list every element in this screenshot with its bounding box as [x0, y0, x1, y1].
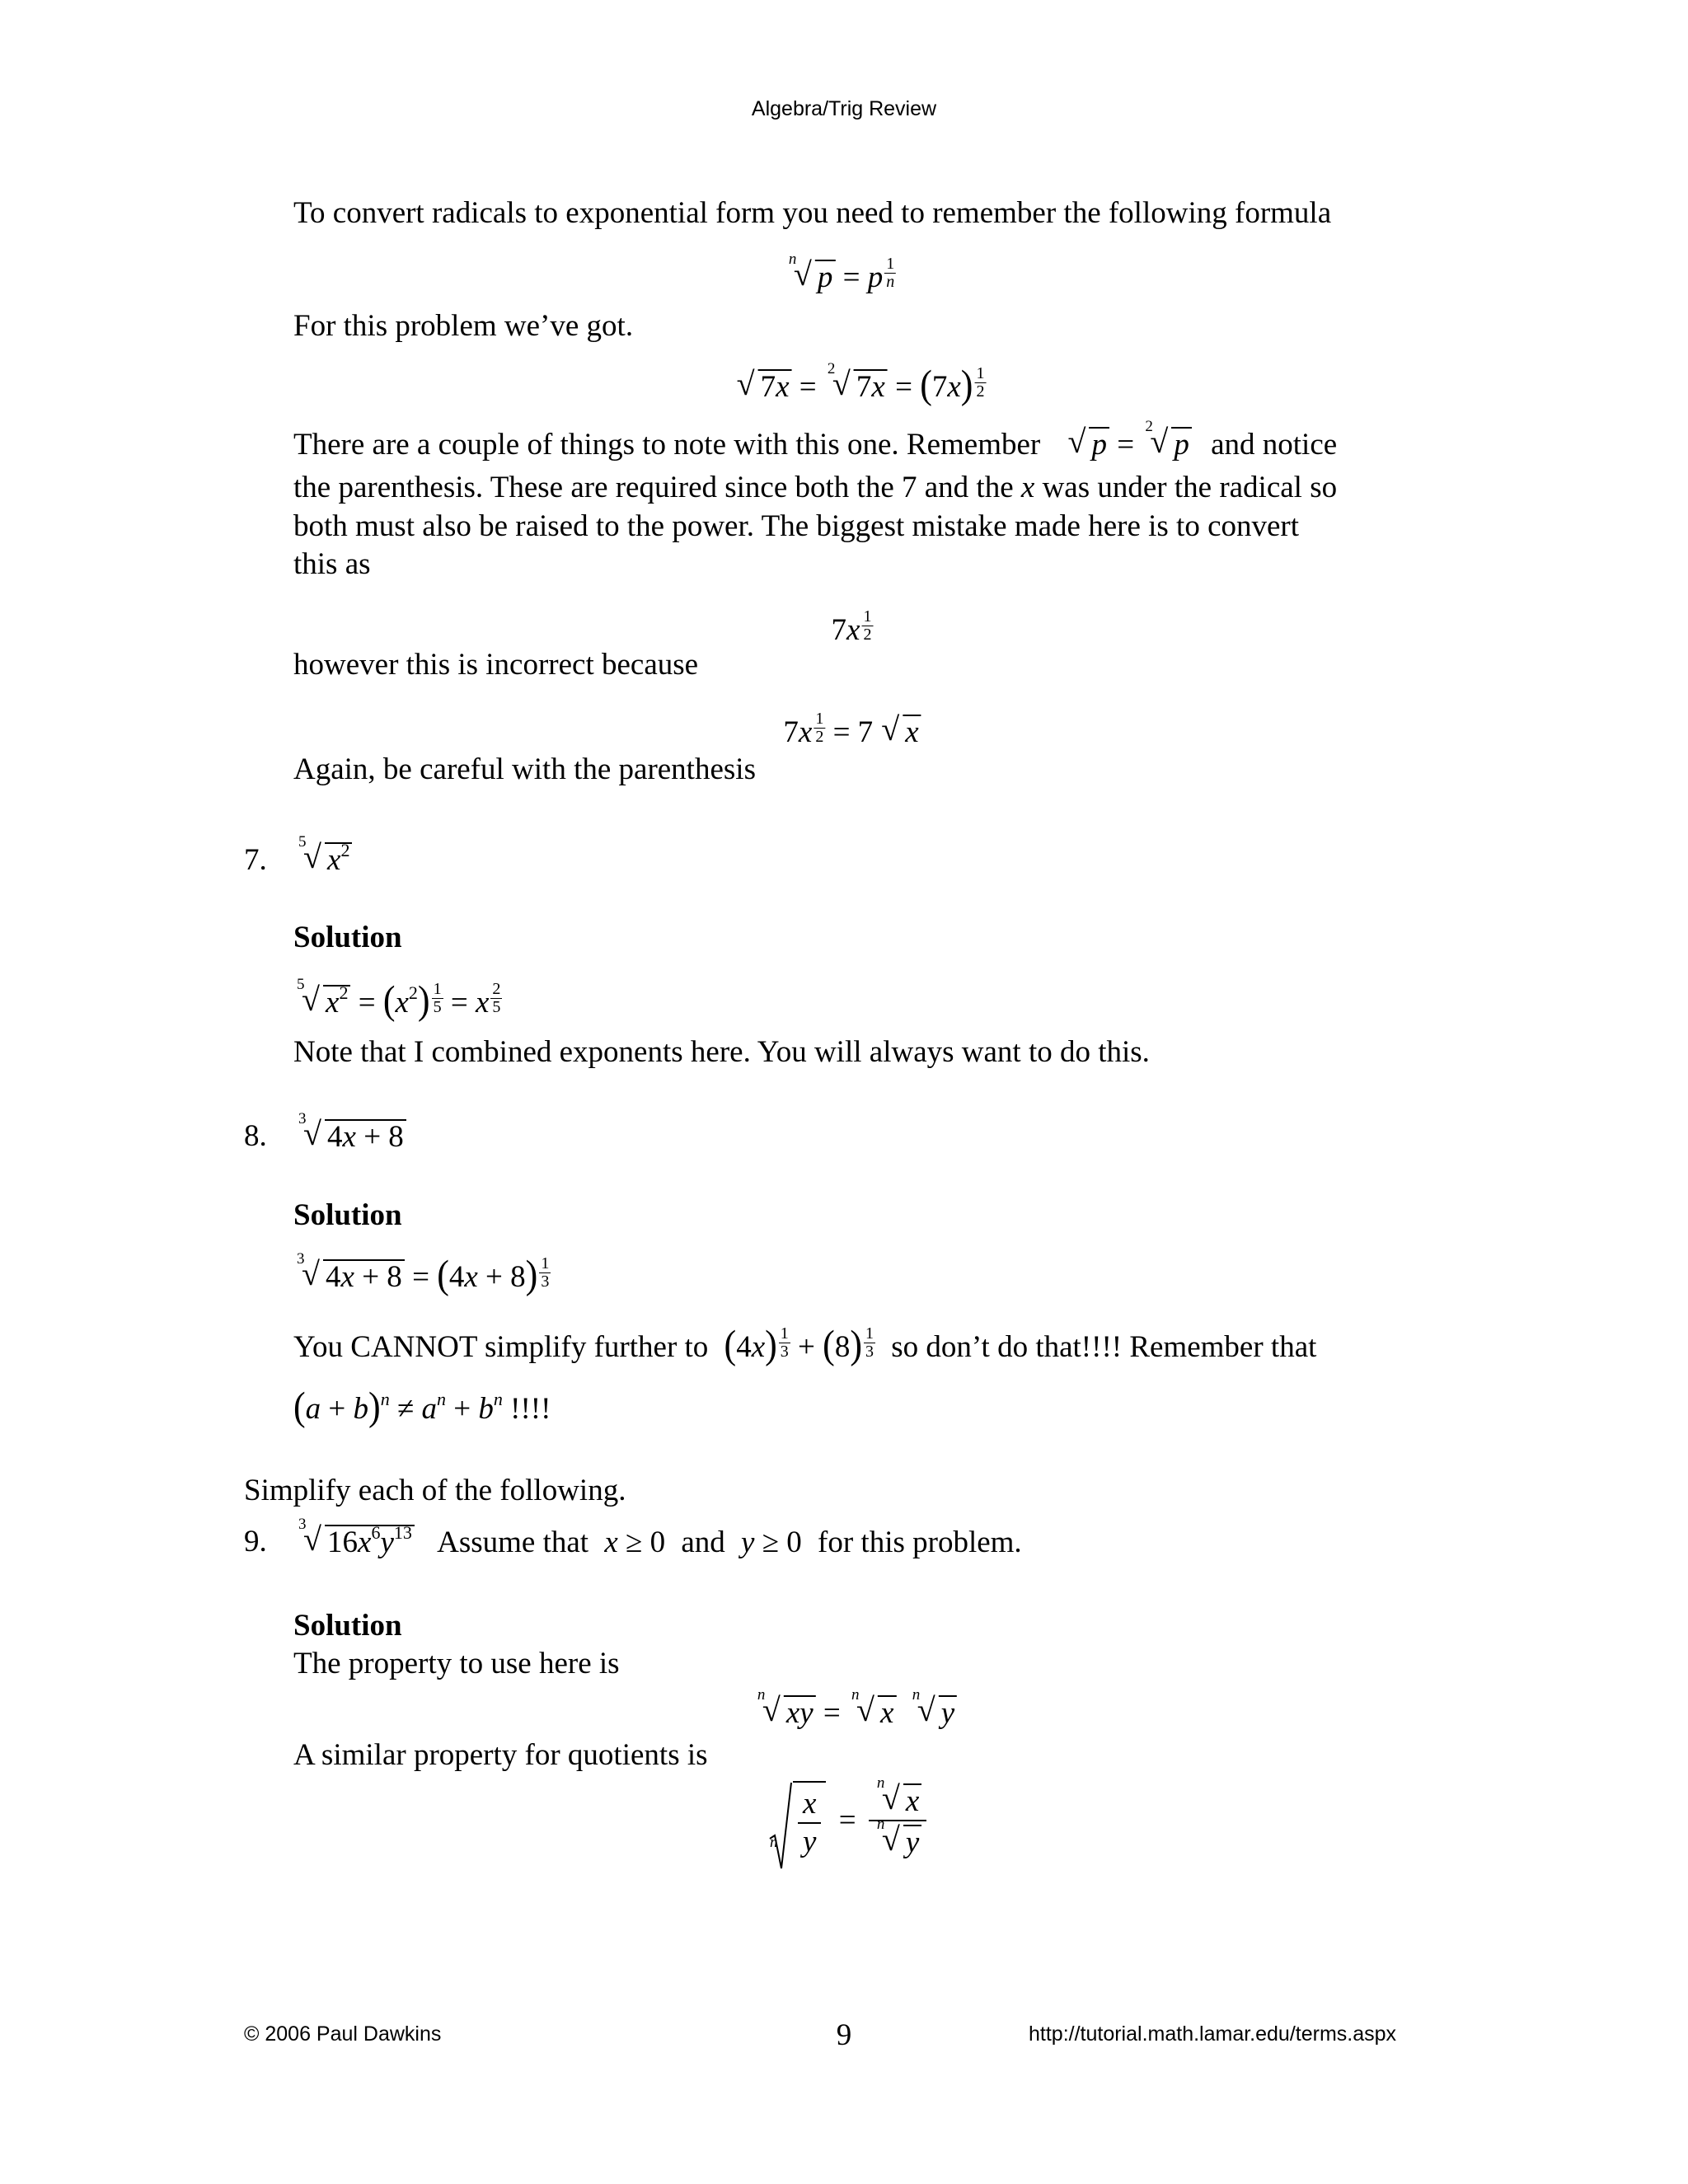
condition-x: x ≥ 0 [604, 1526, 666, 1559]
section-instruction: Simplify each of the following. [244, 1474, 626, 1507]
condition-y: y ≥ 0 [741, 1526, 802, 1559]
solution-7-heading: Solution [293, 921, 402, 954]
solution-7-equation: 5 √ $x^2 = (x^2)$ $^{\frac{1}{5}}$ = x $^{\frac{2}{5}}$ [297, 976, 501, 1023]
paragraph-note [293, 418, 1338, 464]
cannot-text-start: You CANNOT simplify further to [293, 1330, 709, 1364]
paragraph-incorrect: however this is incorrect because [293, 648, 699, 682]
note-text-end: and notice [1211, 428, 1338, 462]
page-header: Algebra/Trig Review [751, 97, 937, 120]
footer-url[interactable]: http://tutorial.math.lamar.edu/terms.aspx [1029, 2022, 1397, 2046]
quotient-property-intro: A similar property for quotients is [293, 1738, 708, 1772]
inline-equation-split: (4x) $^{\frac{1}{3}}$ + (8) $^{\frac{1}{3}}$ [724, 1322, 874, 1367]
paragraph-careful: Again, be careful with the parenthesis [293, 752, 756, 786]
equation-radical-formula: n √ p = p $^{\frac{1}{n}}$ [788, 251, 895, 294]
note-7: Note that I combined exponents here. You will always want to do this. [293, 1035, 1150, 1069]
problem-7-number: 7. [244, 843, 267, 877]
inline-equation-sqrt-p: √ p = 2 √ p [1059, 428, 1199, 462]
paren-text-start: the parenthesis. These are required since both the 7 and the [293, 471, 1014, 504]
inline-equation-binomial: $(a + b)^n \ne a^n + b^n$ [293, 1384, 503, 1429]
page-number: 9 [836, 2018, 852, 2052]
paragraph-parenthesis [293, 469, 1337, 507]
problem-text: for this problem. [818, 1526, 1022, 1559]
note-text-start: There are a couple of things to note with this one. Remember [293, 428, 1041, 462]
footer-copyright: © 2006 Paul Dawkins [244, 2022, 442, 2046]
assume-text: Assume that [437, 1526, 589, 1559]
and-text: and [681, 1526, 725, 1559]
paragraph-this-as: this as [293, 547, 371, 581]
solution-8-heading: Solution [293, 1198, 402, 1232]
problem-9-expression: 3 √ $16x^6y^{13}$ [295, 1526, 422, 1559]
property-intro: The property to use here is [293, 1647, 620, 1680]
paragraph-binomial-power [293, 1384, 551, 1429]
exclamations: !!!! [510, 1392, 551, 1426]
variable-x: x [1020, 471, 1035, 504]
problem-7-expression: 5 √ $x^2$ [295, 839, 352, 879]
paragraph-formula-intro: To convert radicals to exponential form you need to remember the following formula [293, 196, 1332, 230]
problem-9-number: 9. [244, 1525, 267, 1558]
paren-text-end: was under the radical so [1042, 471, 1338, 504]
problem-8-number: 8. [244, 1119, 267, 1153]
equation-quotient-property: n $\frac{x}{y}$ = n √ x n √ y [768, 1780, 926, 1861]
solution-8-equation: 3 √ 4x + 8 = (4x + 8) $^{\frac{1}{3}}$ [297, 1250, 550, 1297]
problem-8-expression: 3 √ 4x + 8 [295, 1116, 406, 1156]
paragraph-cannot-simplify [293, 1322, 1317, 1367]
equation-product-property: n √ xy = n √ x n √ y [754, 1692, 957, 1732]
solution-9-heading: Solution [293, 1609, 402, 1643]
problem-9-statement [295, 1516, 1022, 1562]
paragraph-problem: For this problem we’ve got. [293, 309, 634, 343]
equation-7-sqrt-x: 7x $^{\frac{1}{2}}$ = 7 √ x [783, 710, 921, 752]
cannot-text-end: so don’t do that!!!! Remember that [891, 1330, 1317, 1364]
equation-sqrt-7x: √ 7x = 2 √ 7x = (7x) $^{\frac{1}{2}}$ [736, 360, 985, 407]
paragraph-power: both must also be raised to the power. The biggest mistake made here is to convert [293, 509, 1300, 543]
equation-wrong-form: 7x $^{\frac{1}{2}}$ [831, 607, 872, 647]
